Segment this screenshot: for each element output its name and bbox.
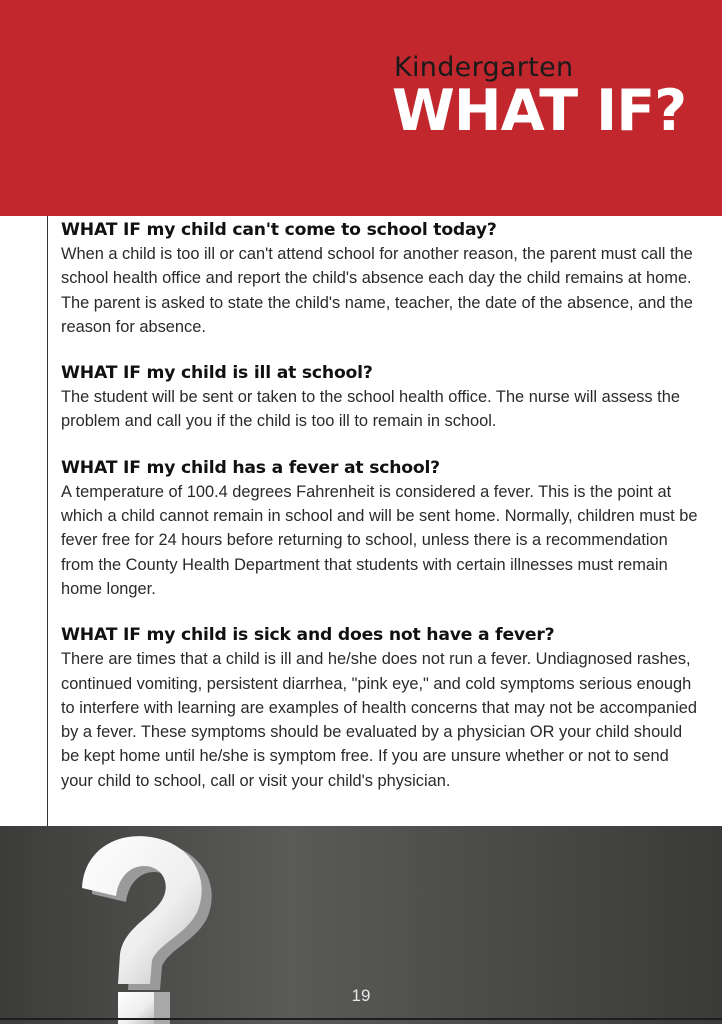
qa-item [61, 456, 701, 601]
page-number: 19 [351, 986, 371, 1005]
left-divider [47, 216, 48, 826]
question-heading: WHAT IF my child can't come to school today? [61, 220, 497, 240]
answer-text: There are times that a child is ill and he/she does not run a fever. Undiagnosed rashes, continued vomiting, persistent diarrhea, "pink eye," and cold symptoms serious enough to interfere with learning are examples of health concerns that may not be accompanied by a fever. These symptoms should be evaluated by a physician OR your child should be kept home until he/she is symptom free. If you are unsure whether or not to send your child to school, call or visit your child's physician. [61, 650, 697, 790]
page-title: WHAT IF? [392, 78, 687, 144]
header-kicker: Kindergarten [394, 52, 574, 83]
qa-item [61, 361, 701, 434]
answer-text: When a child is too ill or can't attend school for another reason, the parent must call the school health office and report the child's absence each day the child remains at home. The parent is asked to state the child's name, teacher, the date of the absence, and the reason for absence. [61, 245, 693, 336]
qa-list [61, 216, 701, 815]
footer-divider [0, 1018, 722, 1020]
question-heading: WHAT IF my child is sick and does not have a fever? [61, 625, 555, 646]
question-heading: WHAT IF my child is ill at school? [61, 363, 373, 384]
question-heading: WHAT IF my child has a fever at school? [61, 457, 440, 478]
answer-text: The student will be sent or taken to the school health office. The nurse will assess the problem and call you if the child is too ill to remain in school. [61, 388, 680, 431]
answer-text: A temperature of 100.4 degrees Fahrenheit is considered a fever. This is the point at which a child cannot remain in school and will be sent home. Normally, children must be fever free for 24 hours before returning to school, unless there is a recommendation from the County Health Department that students with certain illnesses must remain home longer. [61, 482, 698, 598]
qa-item [61, 218, 701, 339]
qa-item [61, 623, 701, 793]
header-banner [0, 0, 722, 216]
